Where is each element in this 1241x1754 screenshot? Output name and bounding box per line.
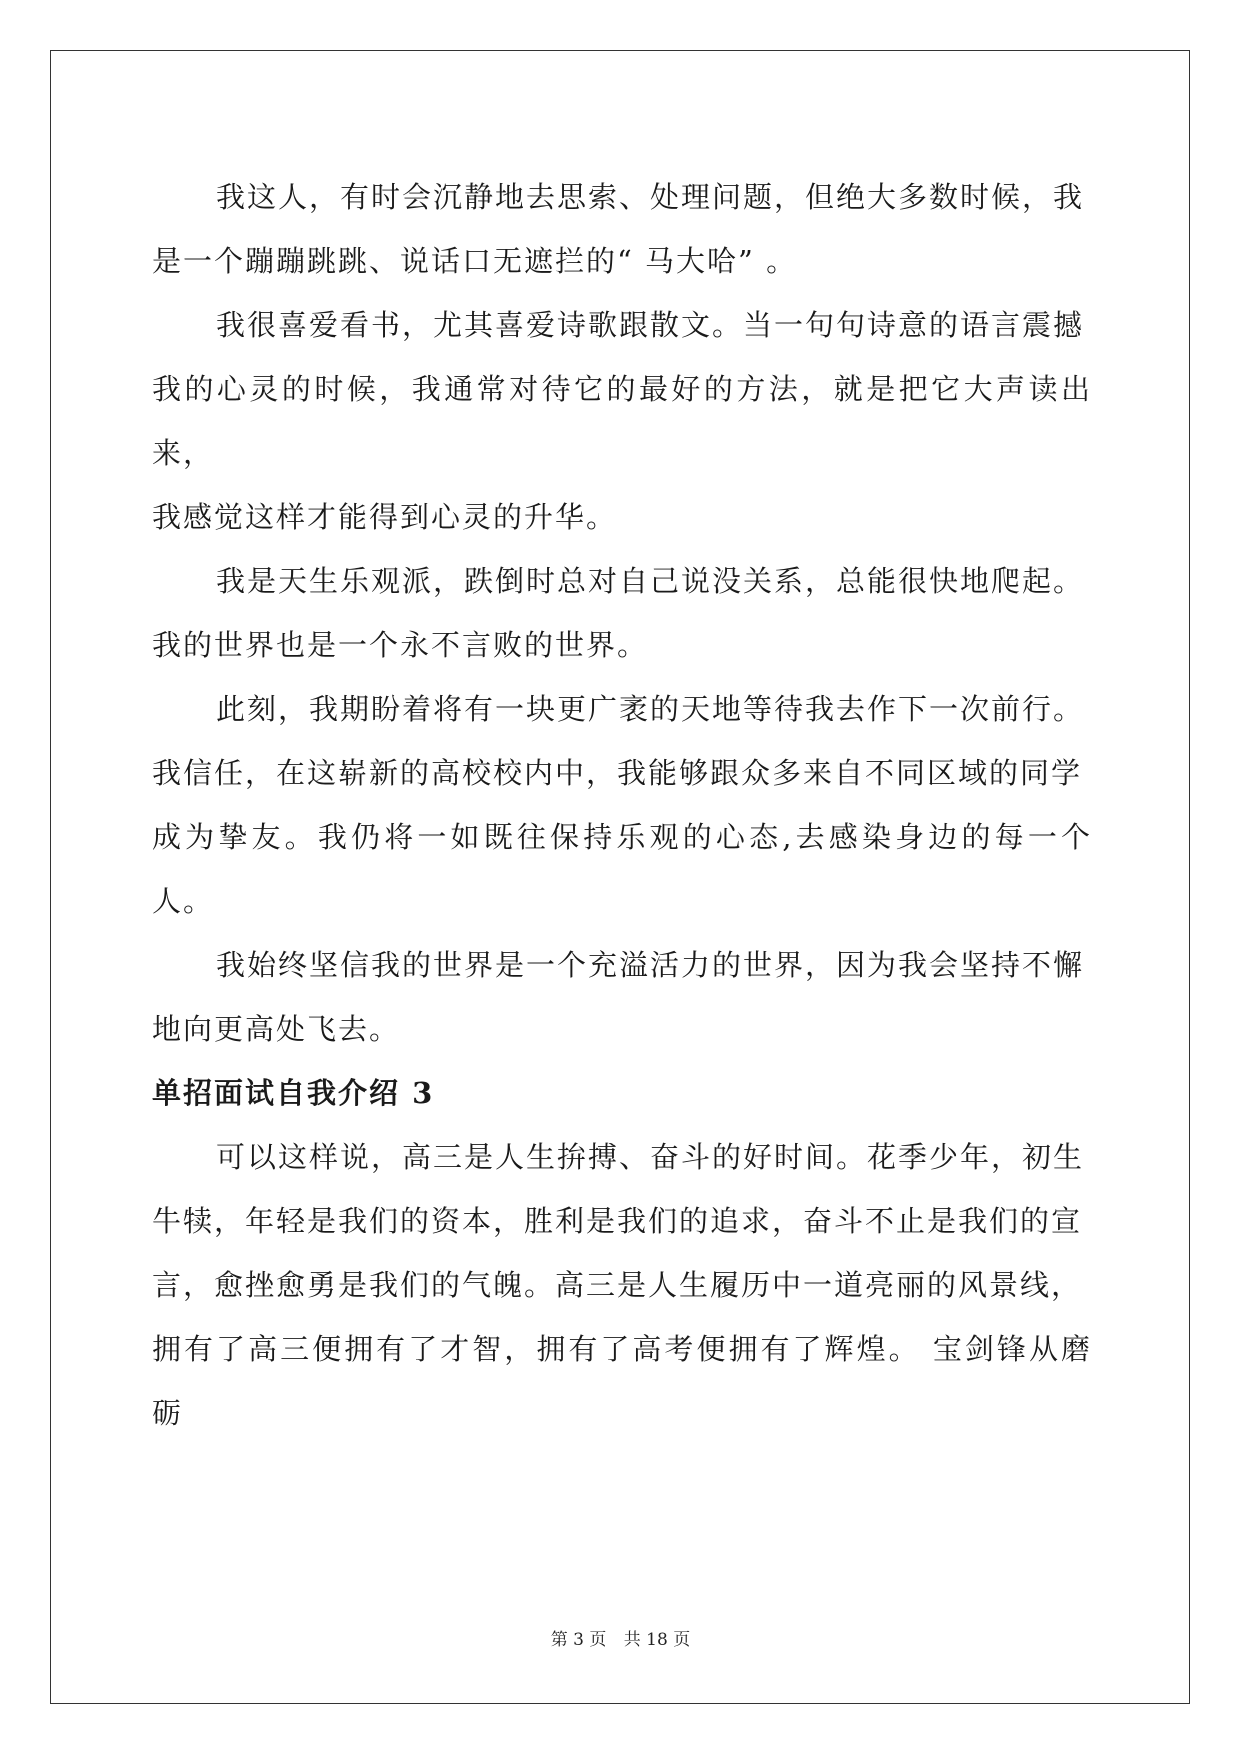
paragraph bbox=[152, 677, 1092, 933]
paragraph-line: 是一个蹦蹦跳跳、说话口无遮拦的“ 马大哈” 。 bbox=[152, 244, 798, 278]
paragraph-line: 拥有了高三便拥有了才智，拥有了高考便拥有了辉煌。 宝剑锋从磨砺 bbox=[152, 1332, 1092, 1430]
page-number: 第 3 页 bbox=[550, 1630, 607, 1650]
paragraph-line: 言，愈挫愈勇是我们的气魄。高三是人生履历中一道亮丽的风景线， bbox=[152, 1268, 1083, 1302]
paragraph bbox=[152, 1125, 1092, 1445]
paragraph-line: 我始终坚信我的世界是一个充溢活力的世界，因为我会坚持不懈 bbox=[216, 948, 1085, 982]
document-body bbox=[152, 165, 1092, 1445]
paragraph-line: 我的心灵的时候，我通常对待它的最好的方法，就是把它大声读出来， bbox=[152, 372, 1092, 470]
page-total: 共 18 页 bbox=[623, 1630, 691, 1650]
paragraph-line: 我信任，在这崭新的高校校内中，我能够跟众多来自不同区域的同学 bbox=[152, 756, 1083, 790]
paragraph-line: 我的世界也是一个永不言败的世界。 bbox=[152, 628, 649, 662]
paragraph-line: 我这人，有时会沉静地去思索、处理问题，但绝大多数时候，我 bbox=[216, 180, 1085, 214]
paragraph-line: 成为挚友。我仍将一如既往保持乐观的心态,去感染身边的每一个人。 bbox=[152, 820, 1092, 918]
paragraph bbox=[152, 549, 1092, 677]
paragraph bbox=[152, 293, 1092, 549]
paragraph-line: 牛犊，年轻是我们的资本，胜利是我们的追求，奋斗不止是我们的宣 bbox=[152, 1204, 1083, 1238]
paragraph-line: 我是天生乐观派，跌倒时总对自己说没关系，总能很快地爬起。 bbox=[216, 564, 1085, 598]
page-footer bbox=[0, 1625, 1241, 1650]
paragraph-line: 地向更高处飞去。 bbox=[152, 1012, 401, 1046]
paragraph bbox=[152, 165, 1092, 293]
paragraph bbox=[152, 933, 1092, 1061]
section-heading: 单招面试自我介绍 3 bbox=[152, 1076, 435, 1110]
paragraph-line: 我感觉这样才能得到心灵的升华。 bbox=[152, 500, 618, 534]
paragraph-line: 可以这样说，高三是人生拚搏、奋斗的好时间。花季少年，初生 bbox=[216, 1140, 1085, 1174]
paragraph-line: 此刻，我期盼着将有一块更广袤的天地等待我去作下一次前行。 bbox=[216, 692, 1085, 726]
paragraph-line: 我很喜爱看书，尤其喜爱诗歌跟散文。当一句句诗意的语言震撼 bbox=[216, 308, 1085, 342]
